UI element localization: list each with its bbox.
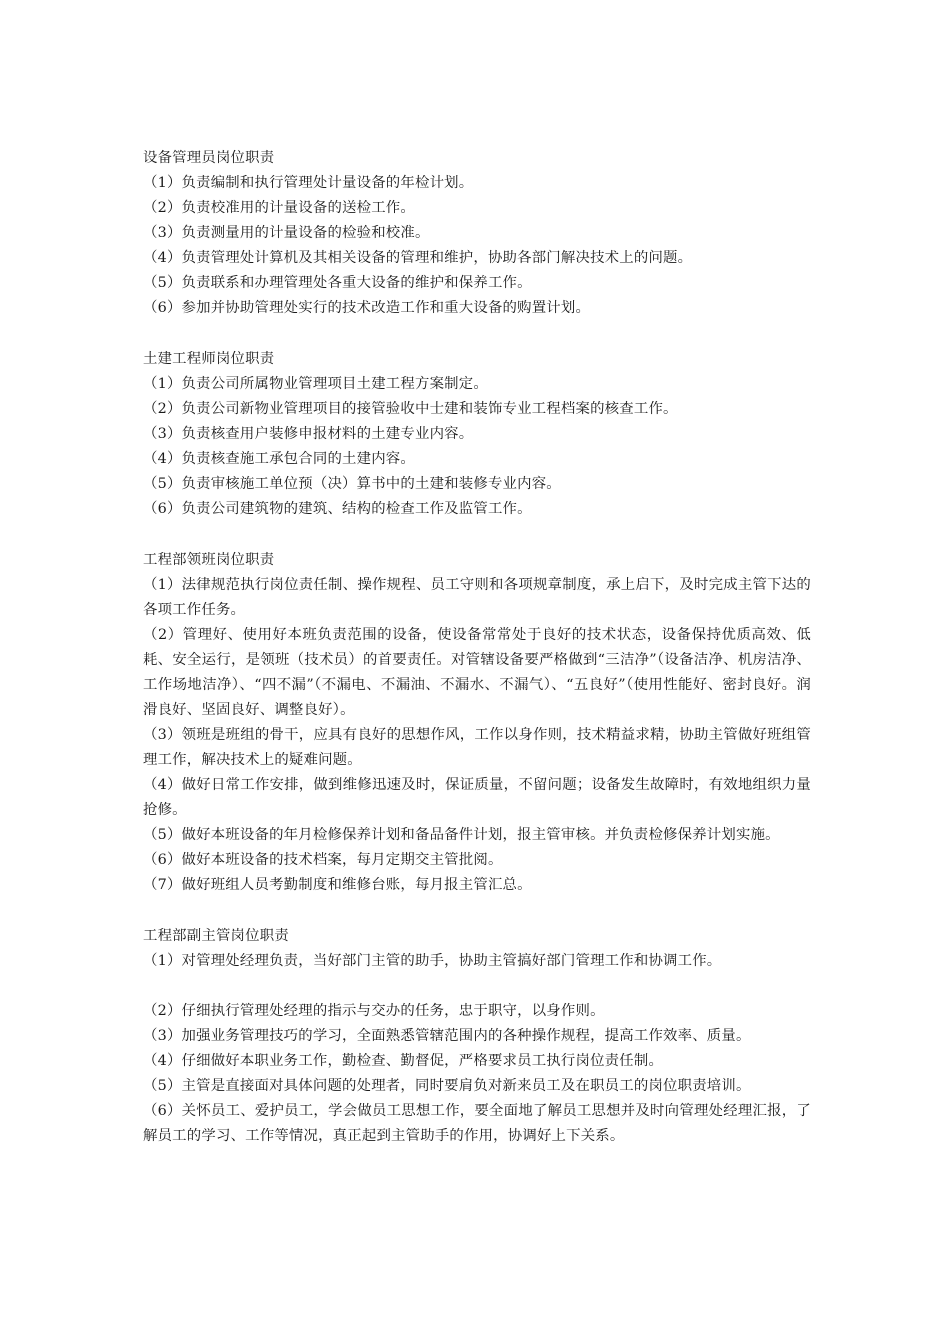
section-title: 土建工程师岗位职责 xyxy=(143,351,275,367)
list-item: （5）主管是直接面对具体问题的处理者，同时要肩负对新来员工及在职员工的岗位职责培训。 xyxy=(143,1078,751,1094)
list-item: （4）做好日常工作安排，做到维修迅速及时，保证质量，不留问题；设备发生故障时，有效地组织力量抢修。 xyxy=(143,777,811,818)
list-item: （3）领班是班组的骨干，应具有良好的思想作风，工作以身作则，技术精益求精，协助主管做好班组管理工作，解决技术上的疑难问题。 xyxy=(143,727,811,768)
list-item: （1）法律规范执行岗位责任制、操作规程、员工守则和各项规章制度，承上启下，及时完成主管下达的各项工作任务。 xyxy=(143,577,811,618)
list-item: （1）对管理处经理负责，当好部门主管的助手，协助主管搞好部门管理工作和协调工作。 xyxy=(143,953,722,969)
section-deputy-supervisor xyxy=(143,924,811,1149)
list-item: （1）负责公司所属物业管理项目土建工程方案制定。 xyxy=(143,376,488,392)
list-item: （5）负责联系和办理管理处各重大设备的维护和保养工作。 xyxy=(143,275,532,291)
section-engineering-foreman xyxy=(143,548,811,898)
list-item: （4）负责核查施工承包合同的土建内容。 xyxy=(143,451,415,467)
list-item: （4）仔细做好本职业务工作，勤检查、勤督促，严格要求员工执行岗位责任制。 xyxy=(143,1053,664,1069)
section-title: 工程部副主管岗位职责 xyxy=(143,928,289,944)
list-item: （6）关怀员工、爱护员工，学会做员工思想工作，要全面地了解员工思想并及时向管理处经理汇报，了解员工的学习、工作等情况，真正起到主管助手的作用，协调好上下关系。 xyxy=(143,1103,811,1144)
list-item: （5）做好本班设备的年月检修保养计划和备品备件计划，报主管审核。并负责检修保养计划实施。 xyxy=(143,827,780,843)
list-item: （5）负责审核施工单位预（决）算书中的土建和装修专业内容。 xyxy=(143,476,561,492)
list-item: （4）负责管理处计算机及其相关设备的管理和维护，协助各部门解决技术上的问题。 xyxy=(143,250,693,266)
list-item: （1）负责编制和执行管理处计量设备的年检计划。 xyxy=(143,175,474,191)
list-item: （6）负责公司建筑物的建筑、结构的检查工作及监管工作。 xyxy=(143,501,532,517)
section-title: 设备管理员岗位职责 xyxy=(143,150,275,166)
list-item: （3）负责核查用户装修申报材料的土建专业内容。 xyxy=(143,426,474,442)
blank-line xyxy=(143,974,811,999)
section-equipment-manager xyxy=(143,146,811,321)
list-item: （6）做好本班设备的技术档案，每月定期交主管批阅。 xyxy=(143,852,503,868)
list-item: （7）做好班组人员考勤制度和维修台账，每月报主管汇总。 xyxy=(143,877,532,893)
section-title: 工程部领班岗位职责 xyxy=(143,552,275,568)
section-civil-engineer xyxy=(143,347,811,522)
list-item: （6）参加并协助管理处实行的技术改造工作和重大设备的购置计划。 xyxy=(143,300,591,316)
list-item: （3）加强业务管理技巧的学习，全面熟悉管辖范围内的各种操作规程，提高工作效率、质量。 xyxy=(143,1028,751,1044)
list-item: （3）负责测量用的计量设备的检验和校准。 xyxy=(143,225,430,241)
list-item: （2）负责校准用的计量设备的送检工作。 xyxy=(143,200,415,216)
document-page xyxy=(143,146,811,1175)
list-item: （2）管理好、使用好本班负责范围的设备，使设备常常处于良好的技术状态，设备保持优质高效、低耗、安全运行，是领班（技术员）的首要责任。对管辖设备要严格做到“三洁净”（设备洁净、机房洁净、工作场地洁净）、“四不漏”（不漏电、不漏油、不漏水、不漏气）、“五良好”（使用性能好、密封良好。润滑良好、坚固良好、调整良好）。 xyxy=(143,627,811,718)
list-item: （2）负责公司新物业管理项目的接管验收中士建和装饰专业工程档案的核查工作。 xyxy=(143,401,678,417)
list-item: （2）仔细执行管理处经理的指示与交办的任务，忠于职守，以身作则。 xyxy=(143,1003,605,1019)
